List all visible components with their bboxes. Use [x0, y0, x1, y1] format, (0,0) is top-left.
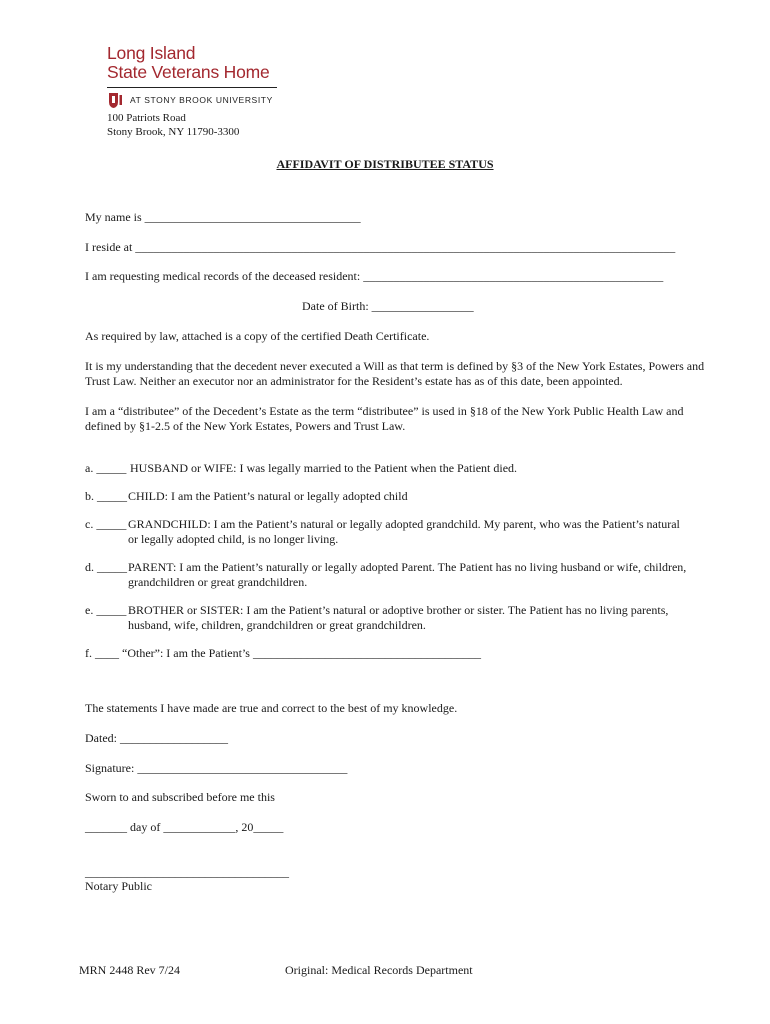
notarization-date-line[interactable]: _______ day of ____________, 20_____ [85, 820, 284, 834]
death-certificate-statement: As required by law, attached is a copy of the certified Death Certificate. [85, 329, 430, 343]
option-c-blank[interactable]: c. _____ [85, 517, 127, 531]
date-of-birth-field-line[interactable]: Date of Birth: _________________ [302, 299, 474, 313]
option-b-blank[interactable]: b. _____ [85, 489, 127, 503]
signature-field-line[interactable]: Signature: ___________________________________ [85, 761, 348, 775]
option-f-line[interactable]: f. ____ “Other”: I am the Patient’s ______________________________________ [85, 646, 481, 660]
university-seal-icon [107, 91, 125, 109]
distributee-paragraph: I am a “distributee” of the Decedent’s Estate as the term “distributee” is used in §18 of the New York Public Health Law and defined by §1-2.5 of the New York Estates, Powers and Trust Law. [85, 404, 684, 433]
deceased-resident-field-line[interactable]: I am requesting medical records of the deceased resident: __________________________________________________ [85, 269, 664, 283]
address-line2: Stony Brook, NY 11790-3300 [107, 126, 240, 138]
name-field-line[interactable]: My name is ____________________________________ [85, 210, 361, 224]
letterhead-rule [107, 87, 277, 88]
dated-field-line[interactable]: Dated: __________________ [85, 731, 228, 745]
option-a-text: HUSBAND or WIFE: I was legally married to the Patient when the Patient died. [130, 461, 518, 475]
option-e-blank[interactable]: e. _____ [85, 603, 127, 617]
option-e-text: BROTHER or SISTER: I am the Patient’s natural or adoptive brother or sister. The Patient has no living parents, husband, wife, children, grandchildren or great grandchildren. [128, 603, 669, 632]
affiliation-text: AT STONY BROOK UNIVERSITY [130, 95, 273, 105]
option-d-text: PARENT: I am the Patient’s naturally or legally adopted Parent. The Patient has no living husband or wife, children, grandchildren or great grandchildren. [128, 560, 687, 589]
org-name-line2: State Veterans Home [107, 62, 270, 82]
form-title: AFFIDAVIT OF DISTRIBUTEE STATUS [276, 157, 494, 171]
form-number: MRN 2448 Rev 7/24 [79, 963, 181, 977]
option-a-blank[interactable]: a. _____ [85, 461, 127, 475]
address-line1: 100 Patriots Road [107, 112, 186, 124]
distribution-note: Original: Medical Records Department [285, 963, 473, 977]
attestation-statement: The statements I have made are true and correct to the best of my knowledge. [85, 701, 458, 715]
option-b-text: CHILD: I am the Patient’s natural or legally adopted child [128, 489, 408, 503]
option-c-text: GRANDCHILD: I am the Patient’s natural or legally adopted grandchild. My parent, who was the Patient’s natural or legally adopted child, is no longer living. [128, 517, 680, 546]
org-name-line1: Long Island [107, 43, 196, 63]
option-d-blank[interactable]: d. _____ [85, 560, 127, 574]
will-paragraph: It is my understanding that the decedent never executed a Will as that term is defined by §3 of the New York Estates, Powers and Trust Law. Neither an executor nor an administrator for the Resident’s estate has as of this date, been appointed. [85, 359, 705, 388]
notary-signature-line[interactable]: __________________________________ [85, 865, 289, 879]
sworn-statement: Sworn to and subscribed before me this [85, 790, 275, 804]
residence-field-line[interactable]: I reside at __________________________________________________________________________________________ [85, 240, 676, 254]
notary-public-label: Notary Public [85, 879, 152, 893]
